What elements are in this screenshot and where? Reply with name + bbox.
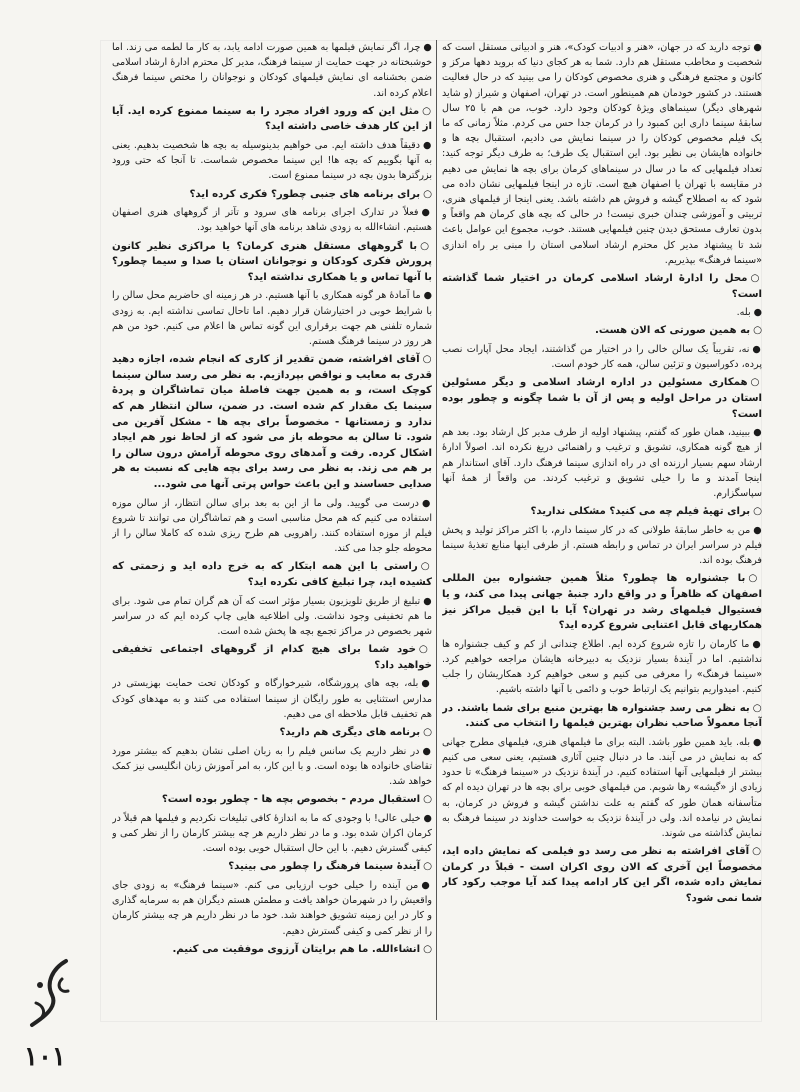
paragraph-text: درست می گویید. ولی ما از این به بعد برای سالن انتظار، از سالن موزه استفاده می کنیم که هم محل مناسبی است و هم تماشاگران می توانند تا شروع فیلم از موزه استفاده کنند. راهرویی هم طرح ریزی شده که کاملا سالن را از محوطه جلو جدا می کند. (112, 497, 432, 555)
paragraph-text: همکاری مسئولین در اداره ارشاد اسلامی و دیگر مسئولین استان در مراحل اولیه و پس از آن با شما چگونه و چطور بوده است؟ (442, 377, 762, 420)
paragraph-text: چرا، اگر نمایش فیلمها به همین صورت ادامه یابد، به کار ما لطمه می زند. اما خوشبختانه در جهت حمایت از سینما فرهنگ، مدیر کل محترم ادارهٔ ارشاد اسلامی ضمن بخشنامه ای نمایش فیلمهای کودکان و نوجوانان را مختص سینما فرهنگ اعلام کرده اند. (112, 42, 432, 99)
interview-answer (442, 637, 762, 698)
question-circle-icon: ○ (418, 644, 432, 656)
answer-bullet-icon: ● (421, 497, 432, 509)
interview-answer (112, 878, 432, 939)
interview-answer (112, 138, 432, 184)
question-circle-icon: ○ (750, 377, 762, 389)
paragraph-text: آقای افراشته به نظر می رسد دو فیلمی که نمایش داده اید، مخصوصاً این آخری که الان روی اکران است - قبلاً در کرمان نمایش داده شده، اگر این کار ادامه پیدا کند آیا موجب رکود کار شما نمی شود؟ (442, 846, 762, 905)
paragraph-text: انشاءالله. ما هم برایتان آرزوی موفقیت می کنیم. (172, 943, 421, 955)
interview-answer (112, 676, 432, 722)
answer-bullet-icon: ● (753, 42, 762, 53)
interview-question (442, 571, 762, 633)
interview-question (112, 187, 432, 203)
question-circle-icon: ○ (750, 273, 762, 285)
question-circle-icon: ○ (420, 561, 432, 573)
paragraph-text: برای تهیهٔ فیلم چه می کنید؟ مشکلی ندارید؟ (530, 506, 751, 518)
paragraph-text: نه، تقریباً یک سالن خالی را در اختیار من گذاشتند، ایجاد محل آپارات نصب پرده، دکوراسیون و تزئین سالن، همه کار خودم است. (442, 344, 762, 371)
interview-answer (112, 496, 432, 557)
paragraph-text: من به خاطر سابقهٔ طولانی که در کار سینما دارم، با اکثر مراکز تولید و پخش فیلم در سراسر ایران در تماس و رابطه هستم. از طرفی اینها منابع تغذیهٔ سینما فرهنگ بوده اند. (442, 524, 762, 567)
interview-answer (442, 305, 762, 320)
answer-bullet-icon: ● (752, 638, 762, 650)
right-text-column (442, 40, 762, 1020)
question-circle-icon: ○ (752, 702, 762, 714)
paragraph-text: ببینید، همان طور که گفتم، پیشنهاد اولیه از طرف مدیر کل ارشاد بود. بعد هم از هیچ گونه همکاری، تشویق و ترغیب و راهنمائی دریغ نکرده اند. اصولاً ادارهٔ ارشاد سهم بسیار ارزنده ای در راه اندازی سینما فرهنگ دارد. آقای استاندار هم اینجا آمدند و ما را خیلی تشویق و ترغیب کردند. من واقعاً از همهٔ آنها سپاسگزارم. (442, 427, 762, 500)
answer-bullet-icon: ● (423, 42, 432, 53)
answer-bullet-icon: ● (753, 524, 762, 536)
paragraph-text: خیلی عالی! با وجودی که ما به اندازهٔ کافی تبلیغات نکردیم و فیلمها هم قبلاً در کرمان اکران شده بود. و ما در نظر داریم هر چه بیشتر کارمان را از نظر کمی و کیفی گسترش دهیم. با این حال استقبال خوبی بوده است. (112, 812, 432, 855)
column-divider (436, 40, 437, 1020)
question-circle-icon: ○ (748, 573, 762, 585)
paragraph-text: توجه دارید که در جهان، «هنر و ادبیات کودک»، هنر و ادبیاتی مستقل است که شخصیت و مخاطب مستقل هم دارد. شما به هر کجای دنیا که بروید دهها مرکز و کانون و مجتمع فرهنگی و هنری مخصوص کودکان را می بینید که در حال فعالیت هستند. در کشور خودمان هم همینطور است. در تهران، اصفهان و شیراز (و شاید شهرهای دیگر) سینماهای ویژهٔ کودکان وجود دارد. خوب، من هم با ۲۵ سال سابقهٔ سینما داری این کمبود را در کرمان جدا حس می کردم. مثلاً زمانی که ما یک فیلم مخصوص کودکان را در سینما نمایش می دادیم، استقبال بچه ها و خانواده هایشان بی نظیر بود. این استقبال یک طرف؛ به طرف دیگر توجه کنید: تعداد فیلمهایی که ما در سال در سینماهای کرمان برای بچه ها نمایش می دهیم در مقایسه با تهران یا اصفهان هیچ است. تازه در اینجا فیلمهایی نشان داده می شود که به اصطلاح گیشه و فروش هم داشته باشد. یعنی اینجا از فیلمهای هنری، تربیتی و آموزشی چندان خبری نیست! در حالی که بچه های کرمان هم واقعاً و بدون تعارف مستحق دیدن چنین فیلمهایی هستند. خوب، مجموع این عوامل باعث شد تا پیشنهاد مدیر کل محترم ارشاد اسلامی استان را مبنی بر راه اندازی «سینما فرهنگ» بپذیریم. (442, 42, 762, 266)
page-number: ۱۰۱ (24, 1042, 66, 1072)
answer-bullet-icon: ● (752, 344, 762, 356)
interview-question (112, 942, 432, 958)
answer-bullet-icon: ● (753, 307, 762, 319)
answer-bullet-icon: ● (423, 595, 432, 607)
interview-answer (112, 40, 432, 101)
answer-bullet-icon: ● (423, 290, 432, 302)
paragraph-text: راستی با این همه ابتکار که به خرج داده اید و زحمتی که کشیده اید، چرا تبلیغ کافی نکرده اید؟ (112, 561, 432, 588)
magazine-logo (22, 955, 78, 1035)
paragraph-text: ما آمادهٔ هر گونه همکاری با آنها هستیم. در هر زمینه ای حاضریم محل سالن را با شرایط خوبی در اختیارشان قرار دهیم. اما تاحال تماسی نداشته ایم. به زودی شماره تلفنی هم جهت برقراری این گونه تماس ها اعلام می کنیم. خود من هم هر روز در سینما فرهنگ هستم. (112, 290, 432, 347)
paragraph-text: استقبال مردم - بخصوص بچه ها - چطور بوده است؟ (161, 794, 421, 806)
answer-bullet-icon: ● (423, 812, 432, 824)
interview-answer (112, 594, 432, 640)
paragraph-text: ما کارمان را تازه شروع کرده ایم. اطلاع چندانی از کم و کیف جشنواره ها نداشتیم. اما در آیندهٔ بسیار نزدیک به دبیرخانه هایشان مراجعه خواهیم کرد. «سینما فرهنگ» را معرفی می کنیم و سعی خواهیم کرد همکاریشان را جلب کنیم. امیدواریم بتوانیم یک ارتباط خوب و دائمی با آنها داشته باشیم. (442, 638, 762, 696)
interview-answer (112, 811, 432, 857)
paragraph-text: با جشنواره ها چطور؟ مثلاً همین جشنواره بین المللی اصفهان که ظاهراً و در واقع دارد جنبهٔ جهانی پیدا می کند، و یا فستیوال فیلمهای رشد در تهران؟ آیا با این قبیل مراکز نیز همکاریهای قابل اعتنایی شروع کرده اید؟ (442, 573, 762, 632)
interview-question (442, 323, 762, 339)
answer-bullet-icon: ● (422, 140, 432, 151)
question-circle-icon: ○ (423, 188, 432, 200)
paragraph-text: محل را ادارهٔ ارشاد اسلامی کرمان در اختیار شما گذاشته است؟ (442, 273, 762, 300)
interview-question (442, 504, 762, 520)
paragraph-text: آقای افراشته، ضمن تقدیر از کاری که انجام شده، اجازه دهید قدری به معایب و نواقص بپردازیم. به نظر می رسد سالن سینما کوچک است، و به همین جهت فاصلهٔ میان تماشاگران و پردهٔ سینما یک مقدار کم شده است. در ضمن، سالن انتظار هم که ندارد و زمستانها - مخصوصاً برای بچه ها - مشکل آفرین می شود. تا سالن به محوطه باز می شود که از لحاظ نور هم ایجاد اشکال کرده. رفت و آمدهای روی محوطه آرامش درون سالن را بر هم می زند. به نظر می رسد برای بچه هایی که نسبت به هر صدایی حساسند و این باعث حواس پرتی آنها می شود... (112, 354, 432, 490)
answer-bullet-icon: ● (421, 207, 432, 219)
paragraph-text: آیندهٔ سینما فرهنگ را چطور می بینید؟ (228, 861, 421, 873)
question-circle-icon: ○ (423, 726, 432, 738)
interview-question (442, 844, 762, 906)
paragraph-text: فعلاً در تدارک اجرای برنامه های سرود و تآتر از گروههای هنری اصفهان هستیم. انشاءالله به زودی شاهد برنامه های آنها خواهید بود. (112, 207, 432, 234)
interview-answer (112, 205, 432, 235)
interview-answer (442, 342, 762, 372)
interview-question (112, 725, 432, 741)
answer-bullet-icon: ● (421, 678, 432, 690)
question-circle-icon: ○ (752, 846, 762, 858)
question-circle-icon: ○ (423, 943, 432, 955)
answer-bullet-icon: ● (753, 427, 762, 439)
paragraph-text: بله. (736, 307, 751, 319)
interview-question (112, 239, 432, 286)
answer-bullet-icon: ● (421, 879, 432, 891)
interview-question (112, 559, 432, 590)
paragraph-text: به نظر می رسد جشنواره ها بهترین منبع برای شما باشند. در آنجا معمولاً صاحب نظران بهترین فیلمها را انتخاب می کنند. (442, 702, 762, 730)
interview-question (112, 859, 432, 875)
question-circle-icon: ○ (423, 861, 432, 873)
paragraph-text: برنامه های دیگری هم دارید؟ (279, 726, 421, 738)
question-circle-icon: ○ (422, 105, 432, 117)
paragraph-text: دقیقاً هدف داشته ایم. می خواهیم بدینوسیله به بچه ها شخصیت بدهیم. یعنی به آنها بگوییم که بچه ها! این سینما مخصوص شماست. تا آنجا که حتی ورود بزرگترها بدون بچه در سینما ممنوع است. (112, 140, 432, 182)
interview-answer (112, 288, 432, 349)
question-circle-icon: ○ (753, 325, 762, 337)
left-text-column (112, 40, 432, 1020)
question-circle-icon: ○ (423, 794, 432, 806)
paragraph-text: من آینده را خیلی خوب ارزیابی می کنم. «سینما فرهنگ» به زودی جای واقعیش را در شهرمان خواهد یافت و مطمئن هستم دیگران هم به سرمایه گذاری و کار در این زمینه تشویق خواهند شد. خود ما در نظر داریم هر چه بیشتر کارمان را از نظر کمی و کیفی گسترش دهیم. (112, 879, 432, 937)
interview-answer (112, 744, 432, 790)
kerman-logo-icon (22, 955, 78, 1035)
paragraph-text: با گروههای مستقل هنری کرمان؟ یا مراکزی نظیر کانون پرورش فکری کودکان و نوجوانان استان یا صدا و سیما چطور؟ با آنها تماس و یا همکاری نداشته اید؟ (112, 240, 432, 283)
interview-answer (442, 425, 762, 501)
interview-question (112, 642, 432, 673)
interview-answer (442, 40, 762, 268)
interview-answer (442, 735, 762, 841)
interview-answer (442, 523, 762, 569)
paragraph-text: در نظر داریم یک سانس فیلم را به زبان اصلی نشان بدهیم که بیشتر مورد تقاضای خانواده ها بوده است. و با این کار، به امر آموزش زبان انگلیسی نیز کمک خواهد شد. (112, 745, 432, 787)
paragraph-text: خود شما برای هیچ کدام از گروههای اجتماعی تخفیفی خواهید داد؟ (112, 644, 432, 671)
answer-bullet-icon: ● (753, 736, 762, 748)
answer-bullet-icon: ● (422, 745, 432, 757)
interview-question (442, 271, 762, 302)
question-circle-icon: ○ (422, 354, 432, 366)
paragraph-text: به همین صورتی که الان هست. (594, 325, 751, 337)
paragraph-text: بله. باید همین طور باشد. البته برای ما فیلمهای هنری، فیلمهای مطرح جهانی که به نمایش در می آیند. ما در دنبال چنین آثاری هستیم، یعنی سعی می کنیم بیشتر از فیلمهایی آنها استفاده کنیم. در آیندهٔ نزدیک در «سینما فرهنگ» تا حدود زیادی از «گیشه» رها شویم. من فیلمهای خوبی برای بچه ها در تهران دیده ام که متأسفانه همان طور که گفتم به علت نداشتن گیشه و فروش در کرمان، به نمایش در نیامده اند. ولی در آیندهٔ نزدیک به خواست خداوند در سینما فرهنگ به نمایش گذاشته می شوند. (442, 736, 762, 840)
paragraph-text: مثل این که ورود افراد مجرد را به سینما ممنوع کرده اید. آیا از این کار هدف خاصی داشته اید؟ (112, 105, 432, 133)
interview-question (112, 792, 432, 808)
question-circle-icon: ○ (753, 506, 762, 518)
interview-question (442, 701, 762, 732)
interview-question (442, 375, 762, 422)
paragraph-text: تبلیغ از طریق تلویزیون بسیار مؤثر است که آن هم گران تمام می شود. برای ما هم تخفیفی وجود نداشت. ولی اطلاعیه هایی چاپ کرده ایم که در سراسر شهر بخصوص در مراکز تجمع بچه ها پخش شده است. (112, 595, 432, 637)
interview-question (112, 104, 432, 135)
interview-question (112, 352, 432, 492)
paragraph-text: بله، بچه های پرورشگاه، شیرخوارگاه و کودکان تحت حمایت بهزیستی در مدارس استثنایی به طور رایگان از سینما استفاده می کنند و به مهدهای کودک هم تخفیف قابل ملاحظه ای می دهیم. (112, 678, 432, 720)
question-circle-icon: ○ (420, 240, 432, 252)
paragraph-text: برای برنامه های جنبی چطور؟ فکری کرده اید؟ (189, 188, 421, 200)
